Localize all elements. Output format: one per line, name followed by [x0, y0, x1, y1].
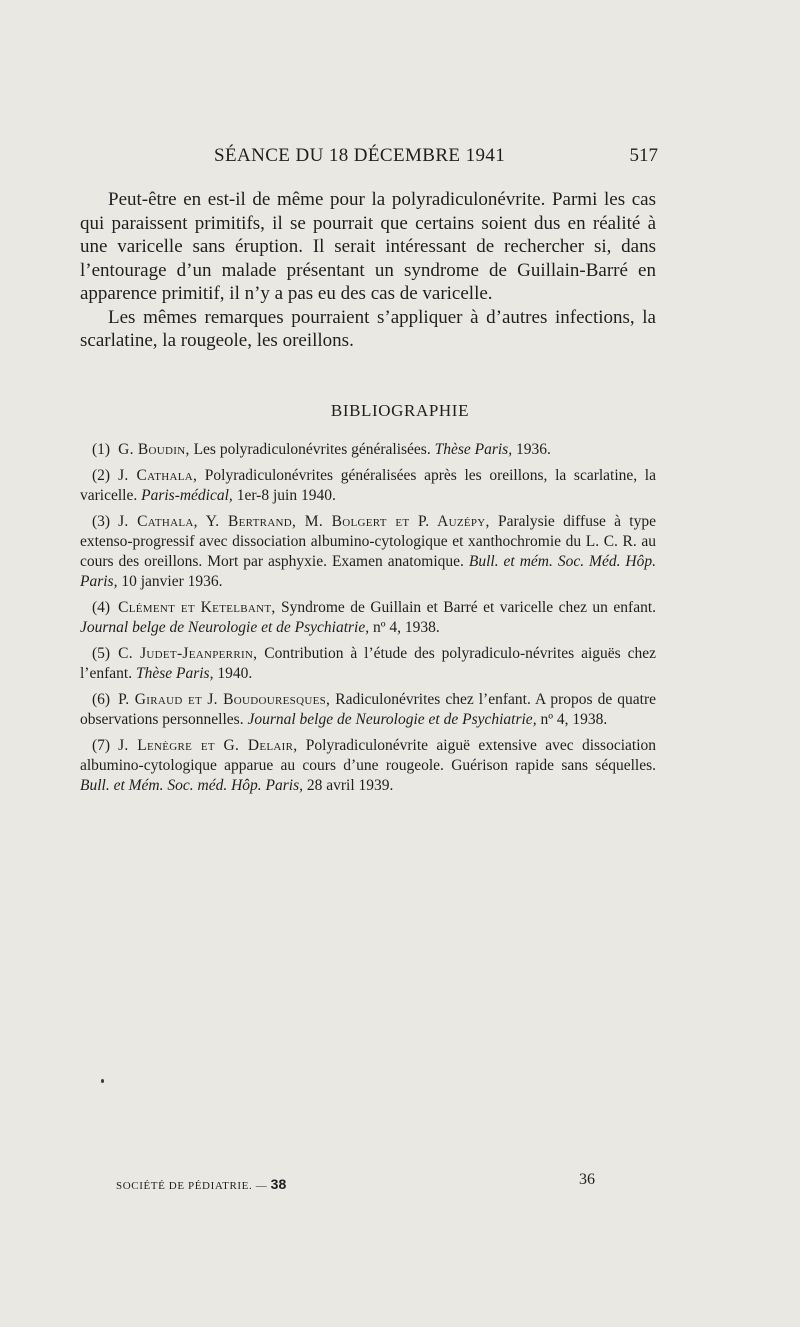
body-paragraph: Peut-être en est-il de même pour la polyradiculonévrite. Parmi les cas qui paraissent primitifs, il se pourrait que certains soient dus en réalité à une varicelle sans éruption. Il serait intéressant de rechercher si, dans l’entourage d’un malade présentant un syndrome de Guillain-Barré en apparence primitif, il n’y a pas eu des cas de varicelle.: [80, 189, 656, 304]
running-header: [214, 145, 658, 171]
footer-signature-number: 38: [270, 1176, 287, 1192]
bibliography-entry: [80, 690, 656, 730]
entry-journal: Bull. et mém. Soc. Méd. Hôp. Paris,: [80, 553, 657, 590]
entry-tail: 1940.: [217, 665, 253, 682]
body-paragraph: Les mêmes remarques pourraient s’appliquer à d’autres infections, la scarlatine, la rougeole, les oreillons.: [80, 306, 656, 351]
body-text: [80, 188, 656, 353]
bibliography-entry: [80, 598, 656, 638]
bibliography-entry: [80, 466, 656, 506]
footer-signature: [116, 1176, 286, 1192]
bibliography-entry: [80, 512, 656, 592]
entry-text: Contribution à l’étude des polyradiculo-névrites aiguës chez l’enfant.: [80, 645, 656, 682]
entry-number: (4): [92, 599, 111, 616]
entry-journal: Bull. et Mém. Soc. méd. Hôp. Paris,: [80, 777, 303, 794]
entry-number: (6): [92, 691, 111, 708]
entry-journal: Thèse Paris,: [135, 665, 214, 682]
bibliography-list: [80, 440, 656, 802]
running-title: SÉANCE DU 18 DÉCEMBRE 1941: [214, 145, 506, 166]
entry-authors: J. Cathala,: [118, 467, 198, 484]
entry-tail: nº 4, 1938.: [373, 619, 440, 636]
entry-number: (1): [92, 441, 111, 458]
entry-authors: G. Boudin,: [118, 441, 190, 458]
entry-text: Polyradiculonévrites généralisées après les oreillons, la scarlatine, la varicelle.: [80, 467, 656, 504]
entry-text: Radiculonévrites chez l’enfant. A propos de quatre observations personnelles.: [80, 691, 657, 728]
entry-tail: 28 avril 1939.: [306, 777, 394, 794]
bibliography-entry: [80, 440, 656, 460]
entry-journal: Journal belge de Neurologie et de Psychiatrie,: [80, 619, 370, 636]
entry-authors: P. Giraud et J. Boudouresques,: [118, 691, 331, 708]
footer-label: SOCIÉTÉ DE PÉDIATRIE. —: [116, 1180, 268, 1192]
footer-sheet-number: 36: [579, 1171, 595, 1188]
entry-tail: 1er-8 juin 1940.: [236, 487, 336, 504]
bibliography-entry: [80, 736, 656, 796]
entry-number: (7): [92, 737, 111, 754]
entry-tail: 1936.: [515, 441, 551, 458]
entry-number: (5): [92, 645, 111, 662]
entry-authors: C. Judet-Jeanperrin,: [118, 645, 258, 662]
page-number: 517: [629, 145, 658, 166]
entry-authors: J. Lenègre et G. Delair,: [118, 737, 298, 754]
entry-journal: Thèse Paris,: [434, 441, 513, 458]
entry-text: Les polyradiculonévrites généralisées.: [193, 441, 431, 458]
entry-authors: Clément et Ketelbant,: [118, 599, 276, 616]
bibliography-entry: [80, 644, 656, 684]
entry-text: Polyradiculonévrite aiguë extensive avec dissociation albumino-cytologique apparue au cours d’une rougeole. Guérison rapide sans séquelles.: [80, 737, 657, 774]
entry-text: Syndrome de Guillain et Barré et varicelle chez un enfant.: [281, 599, 656, 616]
entry-journal: Journal belge de Neurologie et de Psychiatrie,: [247, 711, 537, 728]
ink-speck: [101, 1079, 104, 1083]
entry-text: Paralysie diffuse à type extenso-progressif avec dissociation albumino-cytologique et xanthochromie du L. C. R. au cours des oreillons. Mort par asphyxie. Examen anatomique.: [80, 513, 656, 570]
entry-journal: Paris-médical,: [141, 487, 233, 504]
bibliography-heading: BIBLIOGRAPHIE: [330, 401, 470, 420]
entry-number: (2): [92, 467, 111, 484]
entry-tail: nº 4, 1938.: [540, 711, 608, 728]
entry-authors: J. Cathala, Y. Bertrand, M. Bolgert et P. Auzépy,: [118, 513, 490, 530]
entry-number: (3): [92, 513, 111, 530]
entry-tail: 10 janvier 1936.: [121, 573, 223, 590]
